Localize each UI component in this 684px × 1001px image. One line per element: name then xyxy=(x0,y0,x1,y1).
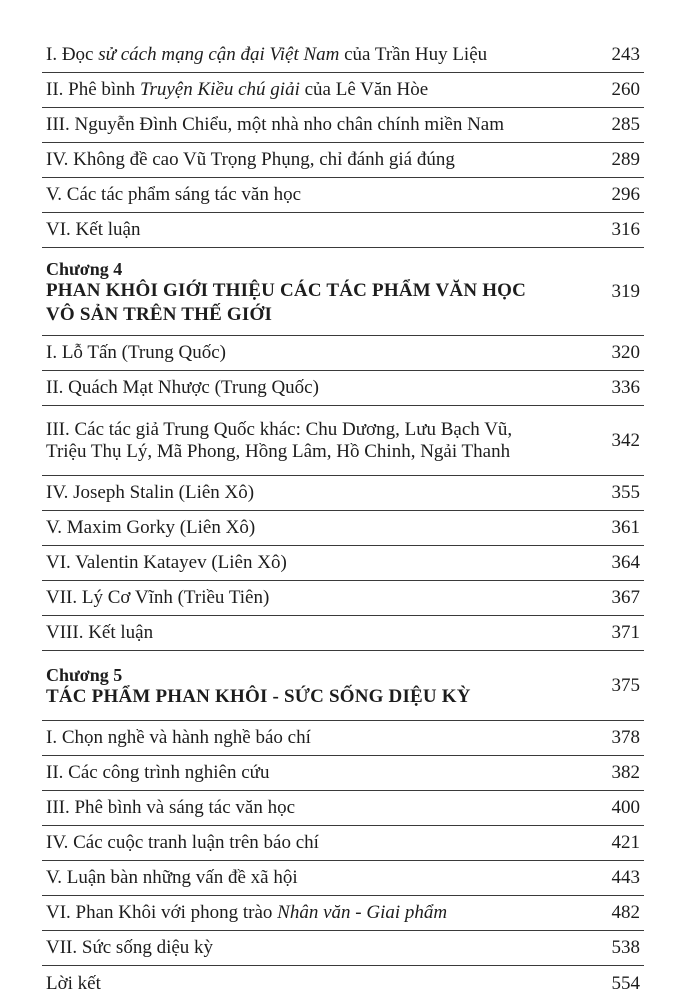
italic-title-fragment: Truyện Kiều chú giải xyxy=(139,79,300,100)
page-number: 482 xyxy=(611,902,640,923)
page-number: 243 xyxy=(611,44,640,65)
page-number: 361 xyxy=(611,517,640,538)
toc-entry-title xyxy=(42,482,588,504)
title-fragment: V. Luận bàn những vấn đề xã hội xyxy=(46,867,298,888)
toc-entry-title xyxy=(42,219,588,241)
page-number: 443 xyxy=(611,867,640,888)
page-number: 296 xyxy=(611,184,640,205)
italic-title-fragment: Nhân văn - Giai phẩm xyxy=(277,902,448,923)
page-number: 319 xyxy=(611,280,640,302)
toc-entry-title xyxy=(42,377,588,399)
page-number: 367 xyxy=(611,587,640,608)
page-number: 316 xyxy=(611,219,640,240)
toc-entry-title xyxy=(42,622,588,644)
page-number: 285 xyxy=(611,114,640,135)
toc-entry-row xyxy=(42,371,644,406)
page-number: 554 xyxy=(611,972,640,994)
toc-entry-title xyxy=(42,342,588,364)
chapter-number: Chương 4 xyxy=(46,258,123,279)
chapter-heading xyxy=(42,258,588,326)
title-fragment: V. Maxim Gorky (Liên Xô) xyxy=(46,517,256,538)
toc-entry-row xyxy=(42,616,644,651)
toc-entry-title xyxy=(42,797,588,819)
toc-entry-title xyxy=(42,552,588,574)
chapter-heading xyxy=(42,664,588,708)
title-fragment: IV. Các cuộc tranh luận trên báo chí xyxy=(46,832,319,853)
toc-entry-title xyxy=(42,184,588,206)
title-fragment: V. Các tác phẩm sáng tác văn học xyxy=(46,184,302,205)
toc-entry-row xyxy=(42,108,644,143)
toc-entry-title xyxy=(42,867,588,889)
toc-entry-row xyxy=(42,73,644,108)
page-number: 355 xyxy=(611,482,640,503)
toc-entry-line: Triệu Thụ Lý, Mã Phong, Hồng Lâm, Hồ Chinh, Ngải Thanh xyxy=(46,440,511,462)
title-fragment: IV. Joseph Stalin (Liên Xô) xyxy=(46,482,255,503)
toc-entry-title xyxy=(42,114,588,136)
page-number: 336 xyxy=(611,377,640,398)
chapter-title: PHAN KHÔI GIỚI THIỆU CÁC TÁC PHẨM VĂN HỌC xyxy=(46,279,527,301)
toc-entry-line: III. Các tác giả Trung Quốc khác: Chu Dương, Lưu Bạch Vũ, xyxy=(46,418,513,440)
title-fragment: VI. Phan Khôi với phong trào xyxy=(46,902,278,923)
title-fragment: VII. Sức sống diệu kỳ xyxy=(46,937,214,958)
toc-entry-row xyxy=(42,861,644,896)
title-fragment: VI. Kết luận xyxy=(46,219,141,240)
toc-entry-title xyxy=(42,832,588,854)
toc-entry-title xyxy=(42,727,588,749)
table-of-contents xyxy=(42,38,644,1001)
toc-entry-title xyxy=(42,44,588,66)
toc-entry-row xyxy=(42,546,644,581)
page-number: 421 xyxy=(611,832,640,853)
toc-entry-row xyxy=(42,38,644,73)
page-number: 378 xyxy=(611,727,640,748)
toc-entry-row xyxy=(42,756,644,791)
toc-entry-title xyxy=(42,762,588,784)
toc-entry-row xyxy=(42,476,644,511)
title-fragment: II. Quách Mạt Nhược (Trung Quốc) xyxy=(46,377,319,398)
title-fragment: I. Chọn nghề và hành nghề báo chí xyxy=(46,727,311,748)
chapter-number: Chương 5 xyxy=(46,664,123,685)
page-number: 538 xyxy=(611,937,640,958)
toc-entry-title xyxy=(42,973,588,995)
toc-entry-row xyxy=(42,896,644,931)
toc-entry-row xyxy=(42,511,644,546)
title-fragment: VIII. Kết luận xyxy=(46,622,154,643)
title-fragment: VI. Valentin Katayev (Liên Xô) xyxy=(46,552,287,573)
toc-entry-row xyxy=(42,581,644,616)
toc-entry-row xyxy=(42,826,644,861)
chapter-title: VÔ SẢN TRÊN THẾ GIỚI xyxy=(46,303,273,325)
page-number: 400 xyxy=(611,797,640,818)
page-number: 320 xyxy=(611,342,640,363)
chapter-title: TÁC PHẨM PHAN KHÔI - SỨC SỐNG DIỆU KỲ xyxy=(46,685,471,707)
toc-entry-title xyxy=(42,587,588,609)
toc-entry-row xyxy=(42,791,644,826)
page-number: 289 xyxy=(611,149,640,170)
page-number: 260 xyxy=(611,79,640,100)
title-fragment: I. Lỗ Tấn (Trung Quốc) xyxy=(46,342,226,363)
title-fragment: VII. Lý Cơ Vĩnh (Triều Tiên) xyxy=(46,587,270,608)
toc-entry-row xyxy=(42,336,644,371)
title-fragment: II. Phê bình xyxy=(46,79,140,100)
toc-entry-row xyxy=(42,721,644,756)
toc-entry-title xyxy=(42,79,588,101)
toc-entry-row xyxy=(42,966,644,1001)
title-fragment: của Trần Huy Liệu xyxy=(339,44,488,65)
title-fragment: III. Nguyễn Đình Chiểu, một nhà nho chân chính miền Nam xyxy=(46,114,505,135)
toc-entry-row xyxy=(42,213,644,248)
title-fragment: I. Đọc xyxy=(46,44,99,65)
chapter-heading-row xyxy=(42,651,644,721)
toc-entry-row xyxy=(42,406,644,476)
toc-entry-title xyxy=(42,937,588,959)
toc-entry-title xyxy=(42,149,588,171)
title-fragment: II. Các công trình nghiên cứu xyxy=(46,762,270,783)
page-number: 342 xyxy=(611,429,640,451)
italic-title-fragment: sử cách mạng cận đại Việt Nam xyxy=(98,44,340,65)
toc-entry-row xyxy=(42,931,644,966)
title-fragment: III. Phê bình và sáng tác văn học xyxy=(46,797,296,818)
page-number: 375 xyxy=(611,674,640,696)
toc-entry-row xyxy=(42,178,644,213)
title-fragment: của Lê Văn Hòe xyxy=(299,79,429,100)
toc-entry-title xyxy=(42,419,588,463)
page-number: 382 xyxy=(611,762,640,783)
chapter-heading-row xyxy=(42,248,644,336)
toc-entry-title xyxy=(42,902,588,924)
title-fragment: IV. Không đề cao Vũ Trọng Phụng, chỉ đánh giá đúng xyxy=(46,149,455,170)
toc-entry-row xyxy=(42,143,644,178)
toc-entry-title xyxy=(42,517,588,539)
page-number: 371 xyxy=(611,622,640,643)
title-fragment: Lời kết xyxy=(46,972,101,994)
page-number: 364 xyxy=(611,552,640,573)
